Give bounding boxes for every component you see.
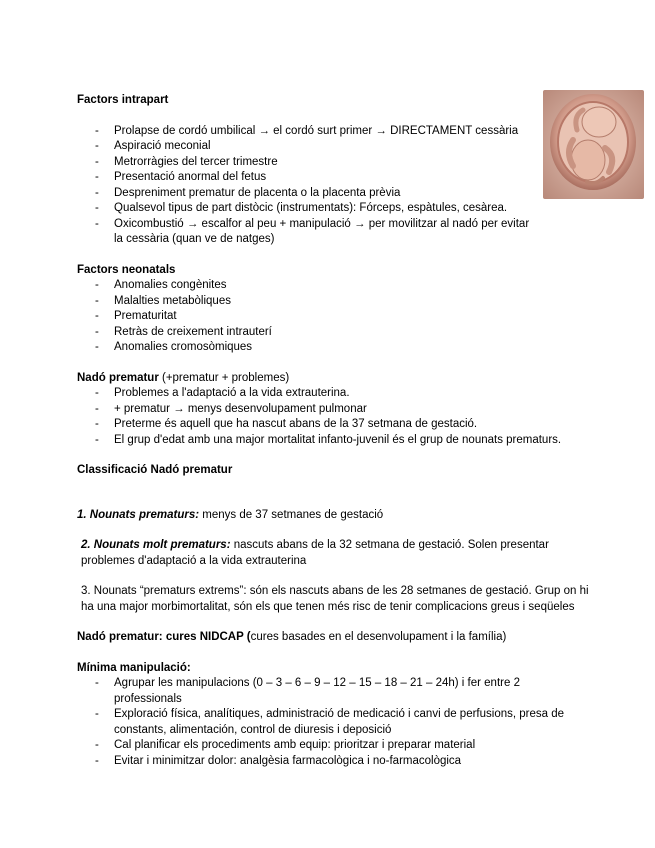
classification-heading: Classificació Nadó prematur: [77, 464, 233, 476]
list-item: - Anomalies cromosòmiques: [77, 340, 597, 356]
list-item: - Prolapse de cordó umbilical → el cordó surt primer → DIRECTAMENT cessària: [77, 124, 597, 140]
document-page: [77, 93, 597, 769]
list-item: - Anomalies congènites: [77, 278, 597, 294]
classification-item-3: 3. Nounats “prematurs extrems”: són els nascuts abans de les 28 setmanes de gestació. Grup on hi ha una major morbimortalitat, són els que tenen més risc de tenir complicacions greus i seqüeles: [81, 585, 589, 613]
classification-item-2: [77, 538, 597, 569]
neonatal-list: [77, 278, 597, 356]
intrapart-list: [77, 124, 597, 248]
classification-1-label: 1. Nounats prematurs:: [77, 508, 200, 521]
nidcap-text: cures basades en el desenvolupament i la família): [250, 631, 507, 643]
neonatal-heading: Factors neonatals: [77, 263, 176, 276]
classification-item-1: [77, 508, 597, 524]
nidcap-line: [77, 630, 597, 646]
list-item: - Agrupar les manipulacions (0 – 3 – 6 – 9 – 12 – 15 – 18 – 21 – 24h) i fer entre 2 professionals: [77, 676, 597, 707]
classification-2-text: nascuts abans de la 32 setmana de gestació. Solen presentar problemes d'adaptació a la vida extrauterina: [81, 539, 549, 567]
premature-list: [77, 386, 597, 448]
list-item: - + prematur → menys desenvolupament pulmonar: [77, 402, 597, 418]
list-item: - Oxicombustió → escalfor al peu + manipulació → per movilitzar al nadó per evitar la cessària (quan ve de natges): [77, 217, 597, 248]
premature-heading-line: [77, 371, 597, 387]
intrapart-heading: Factors intrapart: [77, 94, 169, 106]
premature-heading: Nadó prematur: [77, 371, 159, 384]
list-item: - Malalties metabòliques: [77, 294, 597, 310]
list-item: - Problemes a l'adaptació a la vida extrauterina.: [77, 386, 597, 402]
list-item: - Despreniment prematur de placenta o la placenta prèvia: [77, 186, 597, 202]
premature-subtitle: (+prematur + problemes): [158, 371, 290, 384]
classification-2-label: 2. Nounats molt prematurs:: [81, 539, 231, 551]
minimal-heading: Mínima manipulació:: [77, 661, 191, 674]
list-item: - Retràs de creixement intrauterí: [77, 325, 597, 341]
list-item: - Exploració física, analítiques, administració de medicació i canvi de perfusions, presa de constants, alimentación, control de diuresis i deposició: [77, 707, 597, 738]
list-item: - Aspiració meconial: [77, 139, 597, 155]
list-item: - Presentació anormal del fetus: [77, 170, 597, 186]
list-item: - Prematuritat: [77, 309, 597, 325]
list-item: - Preterme és aquell que ha nascut abans de la 37 setmana de gestació.: [77, 417, 597, 433]
minimal-list: [77, 676, 597, 769]
list-item: - Metrorràgies del tercer trimestre: [77, 155, 597, 171]
list-item: - Cal planificar els procediments amb equip: prioritzar i preparar material: [77, 738, 597, 754]
nidcap-heading: Nadó prematur: cures NIDCAP (: [77, 631, 251, 643]
list-item: - El grup d'edat amb una major mortalitat infanto-juvenil és el grup de nounats prematurs.: [77, 433, 597, 449]
list-item: - Evitar i minimitzar dolor: analgèsia farmacològica i no-farmacològica: [77, 754, 597, 770]
classification-1-text: menys de 37 setmanes de gestació: [199, 508, 384, 521]
list-item: - Qualsevol tipus de part distòcic (instrumentats): Fórceps, espàtules, cesàrea.: [77, 201, 597, 217]
